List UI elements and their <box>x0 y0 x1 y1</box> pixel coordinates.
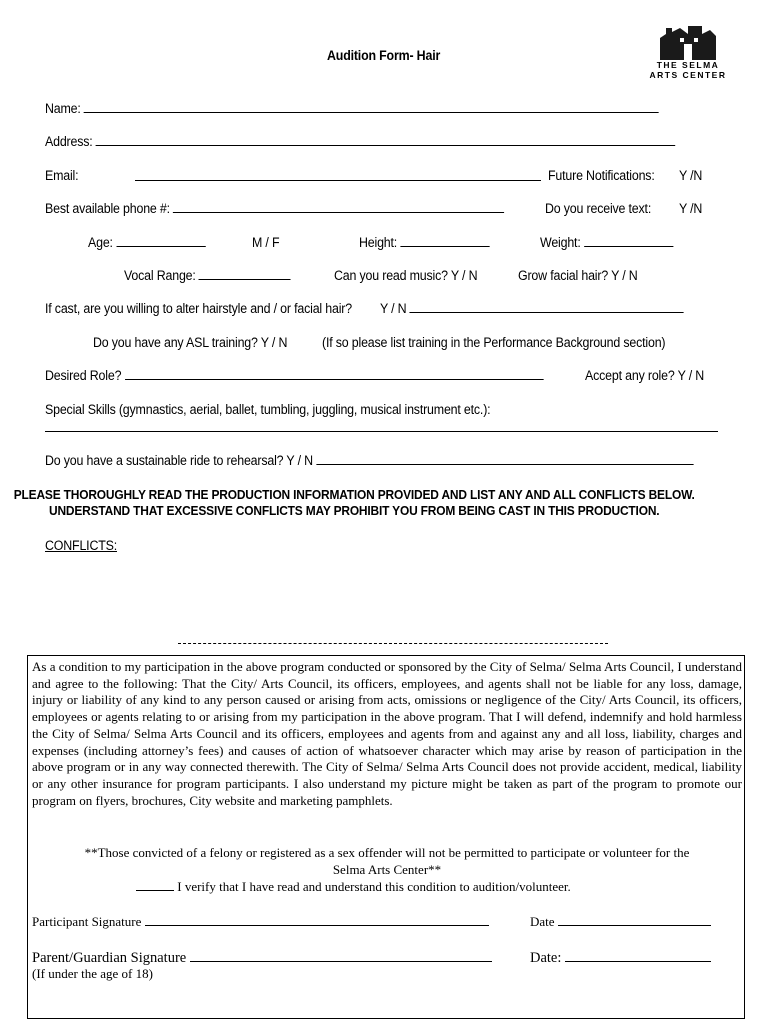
facial-hair-question[interactable]: Grow facial hair? Y / N <box>518 268 638 283</box>
section-separator <box>178 643 608 644</box>
building-icon <box>658 24 718 60</box>
special-skills-label: Special Skills (gymnastics, aerial, ballet, tumbling, juggling, musical instrument etc.): <box>45 402 491 417</box>
phone-label: Best available phone #: <box>45 201 170 216</box>
under-age-note: (If under the age of 18) <box>32 966 153 981</box>
conflicts-area[interactable] <box>45 560 718 630</box>
participant-signature-field[interactable] <box>145 913 489 926</box>
ride-question[interactable]: Do you have a sustainable ride to rehearsal? Y / N <box>45 453 313 468</box>
logo-line-1: THE SELMA <box>656 60 720 70</box>
age-field[interactable] <box>116 235 205 247</box>
accept-any-role-question[interactable]: Accept any role? Y / N <box>585 368 705 383</box>
selma-arts-center-logo <box>648 24 728 80</box>
read-music-question[interactable]: Can you read music? Y / N <box>334 268 478 283</box>
weight-label: Weight: <box>540 235 581 250</box>
ride-field[interactable] <box>316 453 693 465</box>
special-skills-field[interactable] <box>45 420 718 432</box>
date1-field[interactable] <box>558 913 711 926</box>
name-label: Name: <box>45 101 81 116</box>
felony-notice-line-2: Selma Arts Center** <box>332 862 442 877</box>
parent-signature-label: Parent/Guardian Signature <box>32 950 187 966</box>
date1-label: Date <box>530 914 555 929</box>
height-label: Height: <box>359 235 398 250</box>
email-field[interactable] <box>135 169 541 181</box>
asl-note: (If so please list training in the Performance Background section) <box>322 335 666 350</box>
weight-group <box>540 235 673 250</box>
conflicts-label: CONFLICTS: <box>45 538 118 553</box>
name-field[interactable] <box>84 101 659 113</box>
verify-initials-field[interactable] <box>136 878 174 891</box>
ride-group <box>45 453 693 468</box>
weight-field[interactable] <box>584 235 673 247</box>
age-group <box>88 235 205 250</box>
desired-role-group <box>45 368 543 383</box>
asl-question[interactable]: Do you have any ASL training? Y / N <box>93 335 288 350</box>
height-field[interactable] <box>400 235 489 247</box>
date2-label: Date: <box>530 950 562 966</box>
verify-text: I verify that I have read and understand this condition to audition/volunteer. <box>177 879 571 894</box>
future-notifications-label: Future Notifications: <box>548 168 655 183</box>
notice-line-1: PLEASE THOROUGHLY READ THE PRODUCTION INFORMATION PROVIDED AND LIST ANY AND ALL CONFLICTS BELOW. <box>13 487 695 502</box>
receive-text-label: Do you receive text: <box>545 201 652 216</box>
date2-row <box>530 948 711 967</box>
parent-signature-field[interactable] <box>190 948 492 962</box>
alter-hair-question: If cast, are you willing to alter hairstyle and / or facial hair? <box>45 301 352 316</box>
phone-row <box>45 201 504 216</box>
height-group <box>359 235 490 250</box>
date1-row <box>530 913 711 931</box>
vocal-range-field[interactable] <box>199 268 291 280</box>
alter-hair-choice[interactable]: Y / N <box>380 301 407 316</box>
felony-notice-line-1: **Those convicted of a felony or registered as a sex offender will not be permitted to participate or volunteer for the <box>84 845 690 860</box>
sex-choice[interactable]: M / F <box>252 235 280 250</box>
future-notifications-choice[interactable]: Y /N <box>679 168 703 183</box>
phone-field[interactable] <box>173 201 504 213</box>
address-field[interactable] <box>96 134 676 146</box>
date2-field[interactable] <box>565 948 711 962</box>
participant-signature-label: Participant Signature <box>32 914 142 929</box>
vocal-range-group <box>124 268 291 283</box>
verify-row <box>136 878 571 896</box>
waiver-text: As a condition to my participation in the above program conducted or sponsored by the City of Selma/ Selma Arts Council, I understand and agree to the following: That the City/ Arts Council, its officers, employees, and agents shall not be liable for any loss, damage, injury or liability of any kind to any person caused or arising from acts, omissions or negligence of the City/ Arts Council, its officers, employees or agents relating to or arising from my participation in the above program. That I will defend, indemnify and hold harmless the City of Selma/ Selma Arts Council and its officers, employees and agents from and against any and all loss, liability, charges and expenses (including attorney’s fees) and causes of action of whatsoever character which may arise by reason of participation in the above program or in any way connected therewith. The City of Selma/ Selma Arts Council does not provide accident, medical, liability or any other insurance for program participants. I also understand my picture might be taken as part of the program to promote our program on flyers, brochures, City website and marketing pamphlets. <box>32 659 742 808</box>
desired-role-field[interactable] <box>125 368 544 380</box>
receive-text-choice[interactable]: Y /N <box>679 201 703 216</box>
name-row <box>45 101 659 116</box>
parent-signature-row <box>32 948 492 967</box>
address-row <box>45 134 675 149</box>
email-label: Email: <box>45 168 79 183</box>
alter-hair-group <box>380 301 684 316</box>
notice-line-2: UNDERSTAND THAT EXCESSIVE CONFLICTS MAY PROHIBIT YOU FROM BEING CAST IN THIS PRODUCTION. <box>48 503 660 518</box>
age-label: Age: <box>88 235 113 250</box>
desired-role-label: Desired Role? <box>45 368 122 383</box>
participant-signature-row <box>32 913 489 931</box>
form-title: Audition Form- Hair <box>327 48 441 63</box>
logo-line-2: ARTS CENTER <box>649 70 727 80</box>
alter-hair-field[interactable] <box>410 301 684 313</box>
address-label: Address: <box>45 134 93 149</box>
vocal-range-label: Vocal Range: <box>124 268 196 283</box>
